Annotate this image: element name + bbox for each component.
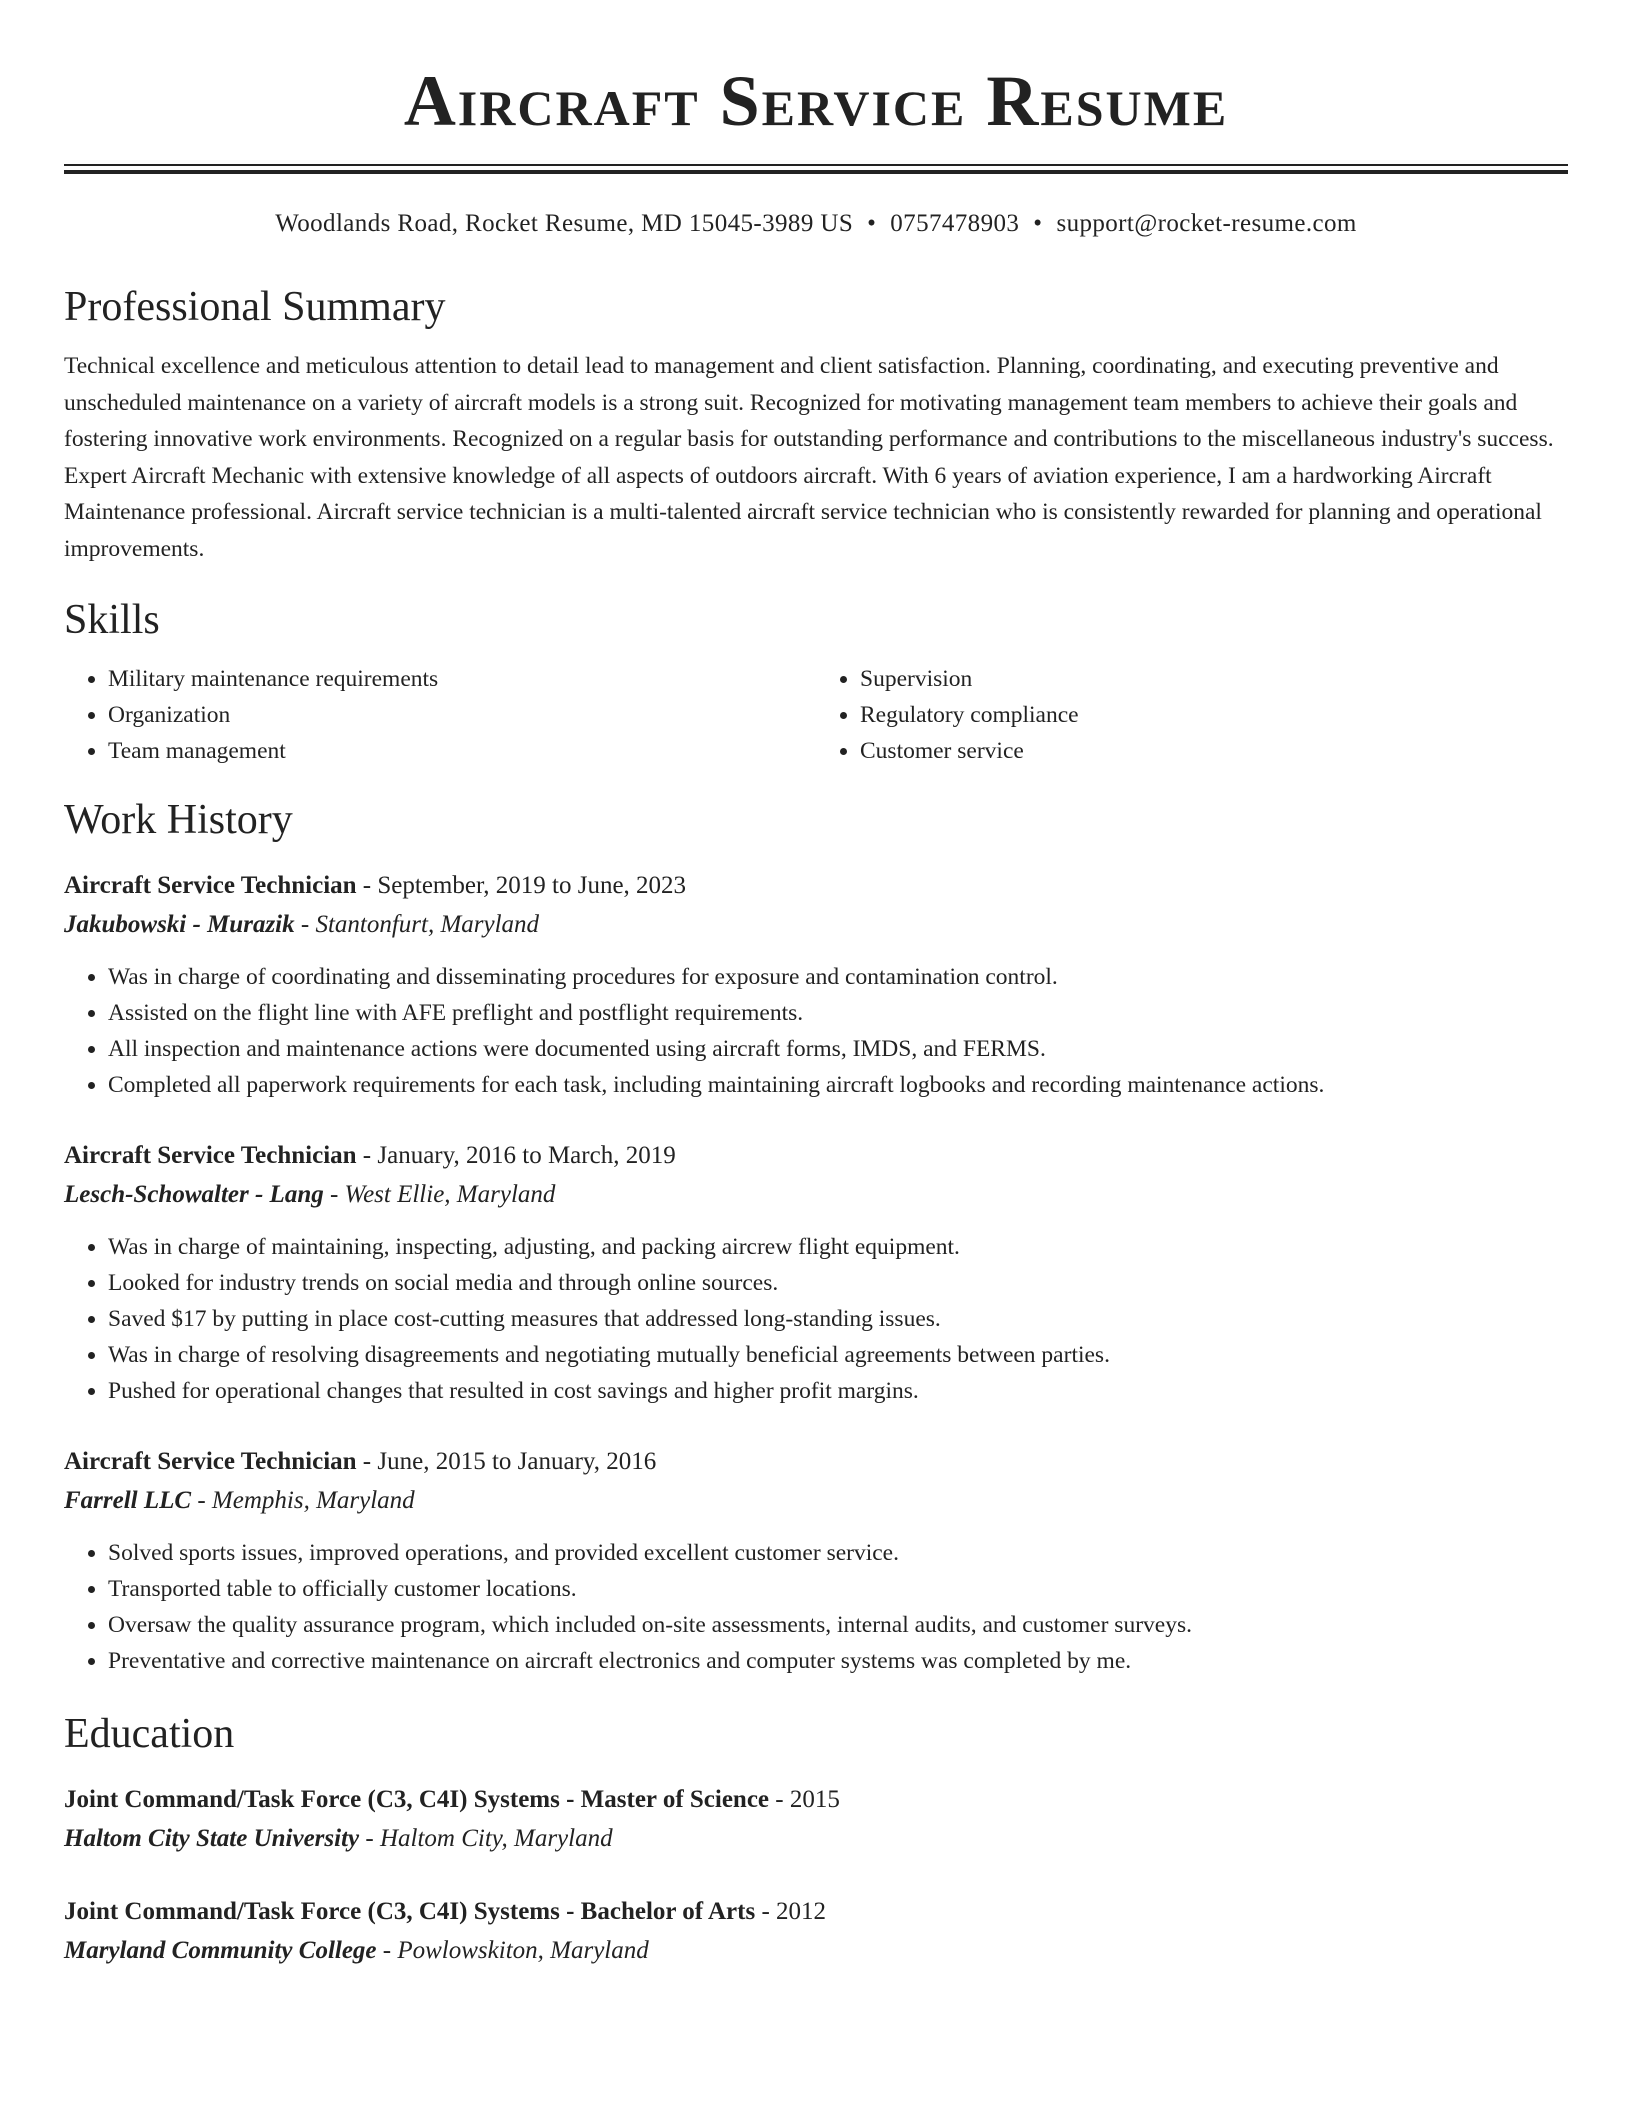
company-line xyxy=(64,1175,1568,1215)
skills-column-left xyxy=(64,661,816,769)
duty-item: • Assisted on the flight line with AFE preflight and postflight requirements. xyxy=(108,995,1568,1031)
duty-item: • Looked for industry trends on social media and through online sources. xyxy=(108,1265,1568,1301)
company-name: Jakubowski - Murazik xyxy=(64,911,295,938)
duty-item: • Completed all paperwork requirements for each task, including maintaining aircraft logbooks and recording maintenance actions. xyxy=(108,1067,1568,1103)
duty-item: • Solved sports issues, improved operations, and provided excellent customer service. xyxy=(108,1535,1568,1571)
job-title-line xyxy=(64,1443,1568,1481)
degree-line xyxy=(64,1781,1568,1819)
contact-email[interactable]: support@rocket-resume.com xyxy=(1056,210,1357,237)
school-line xyxy=(64,1819,1568,1859)
school-name: Haltom City State University xyxy=(64,1825,360,1852)
skills-column-right xyxy=(816,661,1568,769)
job-duties xyxy=(64,1229,1568,1409)
company-name: Farrell LLC xyxy=(64,1487,192,1514)
skill-item: • Organization xyxy=(108,697,816,733)
summary-heading: Professional Summary xyxy=(64,284,446,330)
contact-phone[interactable]: 0757478903 xyxy=(890,210,1020,237)
skill-item: • Team management xyxy=(108,733,816,769)
duty-item: • Transported table to officially customer locations. xyxy=(108,1571,1568,1607)
job-duties xyxy=(64,959,1568,1103)
company-name: Lesch-Schowalter - Lang xyxy=(64,1181,324,1208)
skill-item: • Regulatory compliance xyxy=(860,697,1568,733)
school-location: - Haltom City, Maryland xyxy=(359,1825,613,1852)
skills-list xyxy=(64,661,1568,769)
duty-item: • Oversaw the quality assurance program, which included on-site assessments, internal audits, and customer surveys. xyxy=(108,1607,1568,1643)
job-entry xyxy=(64,1443,1568,1679)
work-history-heading: Work History xyxy=(64,797,293,843)
duty-item: • Was in charge of coordinating and disseminating procedures for exposure and contamination control. xyxy=(108,959,1568,995)
job-title: Aircraft Service Technician xyxy=(64,1142,357,1169)
title-divider xyxy=(64,164,1568,174)
skill-item: • Customer service xyxy=(860,733,1568,769)
summary-text: Technical excellence and meticulous attention to detail lead to management and client satisfaction. Planning, coordinating, and executing preventive and unscheduled maintenance on a variety of aircraft models is a strong suit. Recognized for motivating management team members to achieve their goals and fostering innovative work environments. Recognized on a regular basis for outstanding performance and contributions to the miscellaneous industry's success. Expert Aircraft Mechanic with extensive knowledge of all aspects of outdoors aircraft. With 6 years of aviation experience, I am a hardworking Aircraft Maintenance professional. Aircraft service technician is a multi-talented aircraft service technician who is consistently rewarded for planning and operational improvements. xyxy=(64,353,1554,562)
job-dates: - September, 2019 to June, 2023 xyxy=(356,872,687,899)
education-entry xyxy=(64,1893,1568,1971)
job-title-line xyxy=(64,1137,1568,1175)
job-duties xyxy=(64,1535,1568,1679)
job-entry xyxy=(64,1137,1568,1409)
skill-item: • Military maintenance requirements xyxy=(108,661,816,697)
job-title-line xyxy=(64,867,1568,905)
company-location: - Stantonfurt, Maryland xyxy=(294,911,540,938)
school-line xyxy=(64,1931,1568,1971)
resume-title: Aircraft Service Resume xyxy=(403,61,1229,141)
education-entry xyxy=(64,1781,1568,1859)
company-line xyxy=(64,1481,1568,1521)
education-heading: Education xyxy=(64,1711,235,1757)
company-line xyxy=(64,905,1568,945)
degree-line xyxy=(64,1893,1568,1931)
degree-name: Joint Command/Task Force (C3, C4I) Systems - Bachelor of Arts xyxy=(64,1898,756,1925)
job-title: Aircraft Service Technician xyxy=(64,872,357,899)
duty-item: • Preventative and corrective maintenance on aircraft electronics and computer systems was completed by me. xyxy=(108,1643,1568,1679)
duty-item: • Pushed for operational changes that resulted in cost savings and higher profit margins. xyxy=(108,1373,1568,1409)
degree-year: - 2015 xyxy=(769,1786,840,1813)
contact-address: Woodlands Road, Rocket Resume, MD 15045-3989 US xyxy=(275,210,854,237)
job-title: Aircraft Service Technician xyxy=(64,1448,357,1475)
school-location: - Powlowskiton, Maryland xyxy=(376,1937,649,1964)
skill-item: • Supervision xyxy=(860,661,1568,697)
contact-separator: • xyxy=(867,210,877,237)
degree-name: Joint Command/Task Force (C3, C4I) Systems - Master of Science xyxy=(64,1786,770,1813)
company-location: - Memphis, Maryland xyxy=(191,1487,415,1514)
degree-year: - 2012 xyxy=(755,1898,827,1925)
duty-item: • All inspection and maintenance actions were documented using aircraft forms, IMDS, and FERMS. xyxy=(108,1031,1568,1067)
job-dates: - June, 2015 to January, 2016 xyxy=(356,1448,657,1475)
contact-line xyxy=(64,208,1568,240)
company-location: - West Ellie, Maryland xyxy=(323,1181,556,1208)
contact-separator: • xyxy=(1033,210,1043,237)
duty-item: • Was in charge of resolving disagreements and negotiating mutually beneficial agreements between parties. xyxy=(108,1337,1568,1373)
skills-heading: Skills xyxy=(64,597,160,643)
job-entry xyxy=(64,867,1568,1103)
duty-item: • Saved $17 by putting in place cost-cutting measures that addressed long-standing issues. xyxy=(108,1301,1568,1337)
job-dates: - January, 2016 to March, 2019 xyxy=(356,1142,676,1169)
school-name: Maryland Community College xyxy=(64,1937,377,1964)
duty-item: • Was in charge of maintaining, inspecting, adjusting, and packing aircrew flight equipment. xyxy=(108,1229,1568,1265)
